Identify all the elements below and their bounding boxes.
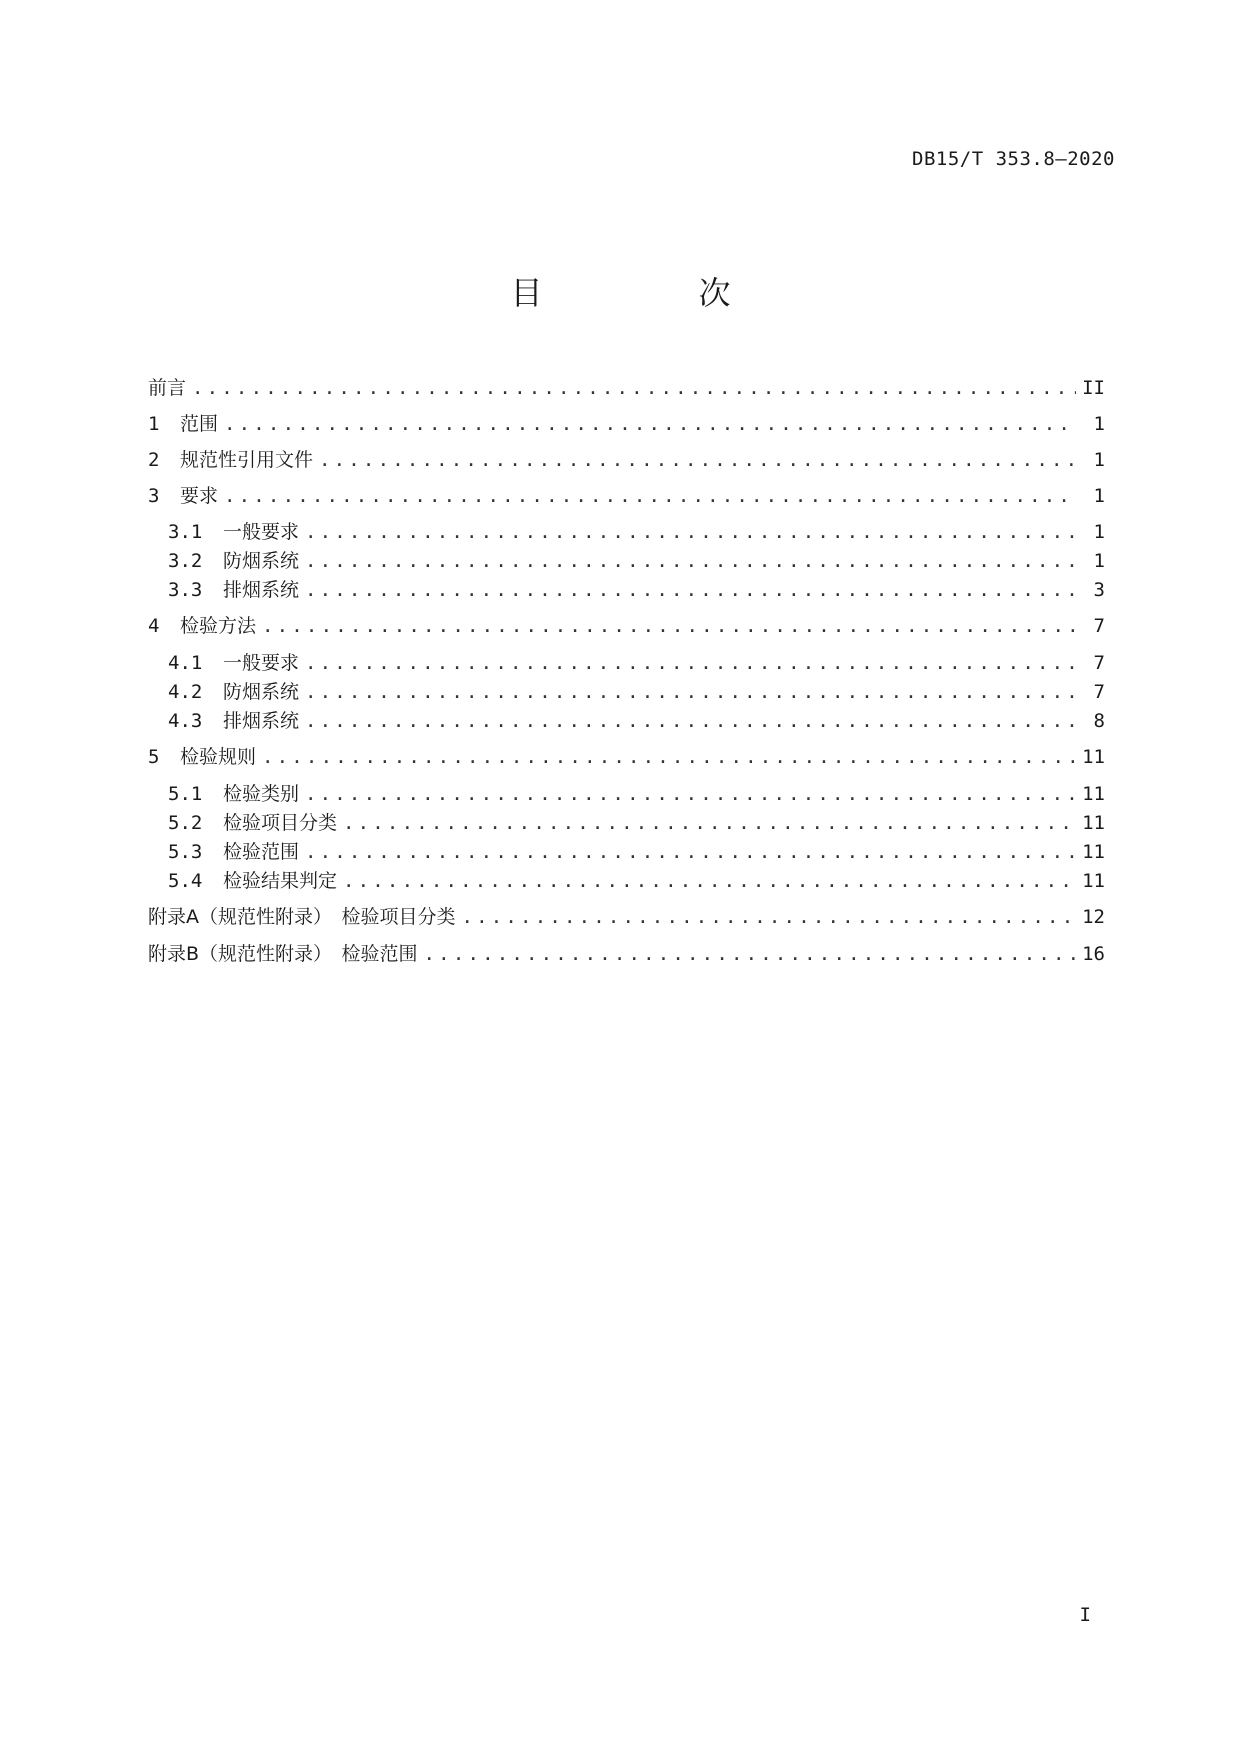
toc-entry-text: 规范性引用文件	[180, 449, 314, 471]
toc-leader-dots	[262, 612, 1077, 640]
toc-entry-1[interactable]	[148, 410, 1105, 438]
toc-entry-page: 1	[1093, 550, 1105, 572]
toc-entry-text: 范围	[180, 413, 219, 435]
toc-entry-number: 4.3	[168, 710, 203, 732]
toc-entry-page: 8	[1093, 710, 1105, 732]
toc-leader-dots	[319, 446, 1077, 474]
toc-leader-dots	[343, 809, 1076, 837]
toc-entry-3-1[interactable]	[168, 518, 1105, 546]
toc-entry-page: 1	[1093, 521, 1105, 543]
toc-leader-dots	[224, 482, 1077, 510]
toc-entry-5-2[interactable]	[168, 809, 1105, 837]
toc-entry-number: 5.1	[168, 783, 203, 805]
toc-entry-number: 3.1	[168, 521, 203, 543]
toc-leader-dots	[262, 743, 1076, 771]
toc-entry-page: 11	[1082, 746, 1105, 768]
toc-entry-number: 5.2	[168, 812, 203, 834]
toc-leader-dots	[305, 518, 1077, 546]
toc-entry-2[interactable]	[148, 446, 1105, 474]
toc-entry-text: 要求	[180, 485, 219, 507]
toc-entry-text: 检验类别	[223, 783, 300, 805]
toc-leader-dots	[343, 867, 1076, 895]
toc-entry-page: 7	[1093, 615, 1105, 637]
toc-leader-dots	[305, 838, 1076, 866]
toc-entry-number: 4	[148, 615, 160, 637]
toc-entry-4-3[interactable]	[168, 707, 1105, 735]
toc-entry-5[interactable]	[148, 743, 1105, 771]
toc-entry-text: 排烟系统	[223, 710, 300, 732]
toc-entry-5-1[interactable]	[168, 780, 1105, 808]
toc-leader-dots	[305, 678, 1077, 706]
toc-leader-dots	[305, 547, 1077, 575]
toc-entry-page: 1	[1093, 449, 1105, 471]
toc-entry-foreword[interactable]	[148, 374, 1105, 402]
toc-entry-4-2[interactable]	[168, 678, 1105, 706]
toc-entry-number: 3	[148, 485, 160, 507]
toc-entry-number: 5.3	[168, 841, 203, 863]
toc-entry-page: 11	[1082, 870, 1105, 892]
toc-entry-text: 一般要求	[223, 521, 300, 543]
toc-entry-text: 防烟系统	[223, 681, 300, 703]
page-number: I	[1079, 1604, 1091, 1626]
toc-entry-page: 3	[1093, 579, 1105, 601]
toc-entry-3[interactable]	[148, 482, 1105, 510]
toc-entry-3-3[interactable]	[168, 576, 1105, 604]
toc-entry-page: 7	[1093, 652, 1105, 674]
toc-entry-page: 7	[1093, 681, 1105, 703]
toc-entry-4-1[interactable]	[168, 649, 1105, 677]
toc-entry-text: 附录A（规范性附录） 检验项目分类	[148, 906, 456, 928]
toc-leader-dots	[192, 374, 1076, 402]
toc-entry-5-3[interactable]	[168, 838, 1105, 866]
toc-entry-appendix-b[interactable]	[148, 940, 1105, 968]
toc-entry-number: 4.1	[168, 652, 203, 674]
toc-leader-dots	[305, 576, 1077, 604]
toc-leader-dots	[305, 780, 1076, 808]
toc-entry-page: 16	[1082, 943, 1105, 965]
toc-entry-text: 检验范围	[223, 841, 300, 863]
toc-entry-5-4[interactable]	[168, 867, 1105, 895]
toc-entry-page: 11	[1082, 841, 1105, 863]
toc-entry-text: 检验项目分类	[223, 812, 338, 834]
toc-leader-dots	[305, 707, 1077, 735]
document-code: DB15/T 353.8—2020	[912, 148, 1115, 170]
toc-entry-page: 1	[1093, 413, 1105, 435]
toc-leader-dots	[305, 649, 1077, 677]
toc-entry-text: 附录B（规范性附录） 检验范围	[148, 943, 418, 965]
toc-entry-page: 1	[1093, 485, 1105, 507]
toc-entry-page: 11	[1082, 783, 1105, 805]
toc-entry-number: 2	[148, 449, 160, 471]
toc-entry-page: 12	[1082, 906, 1105, 928]
toc-entry-number: 3.2	[168, 550, 203, 572]
toc-entry-text: 检验结果判定	[223, 870, 338, 892]
toc-leader-dots	[424, 940, 1077, 968]
toc-leader-dots	[224, 410, 1077, 438]
toc-entry-text: 排烟系统	[223, 579, 300, 601]
toc-entry-3-2[interactable]	[168, 547, 1105, 575]
toc-entry-text: 检验规则	[180, 746, 257, 768]
toc-entry-text: 防烟系统	[223, 550, 300, 572]
toc-title: 目 次	[510, 274, 793, 312]
toc-entry-4[interactable]	[148, 612, 1105, 640]
toc-leader-dots	[462, 903, 1077, 931]
toc-entry-text: 检验方法	[180, 615, 257, 637]
toc-entry-number: 1	[148, 413, 160, 435]
toc-entry-page: II	[1082, 377, 1105, 399]
toc-entry-number: 4.2	[168, 681, 203, 703]
toc-entry-number: 5	[148, 746, 160, 768]
toc-entry-number: 5.4	[168, 870, 203, 892]
toc-entry-appendix-a[interactable]	[148, 903, 1105, 931]
toc-entry-page: 11	[1082, 812, 1105, 834]
toc-entry-number: 3.3	[168, 579, 203, 601]
toc-entry-text: 一般要求	[223, 652, 300, 674]
toc-entry-text: 前言	[148, 377, 187, 399]
